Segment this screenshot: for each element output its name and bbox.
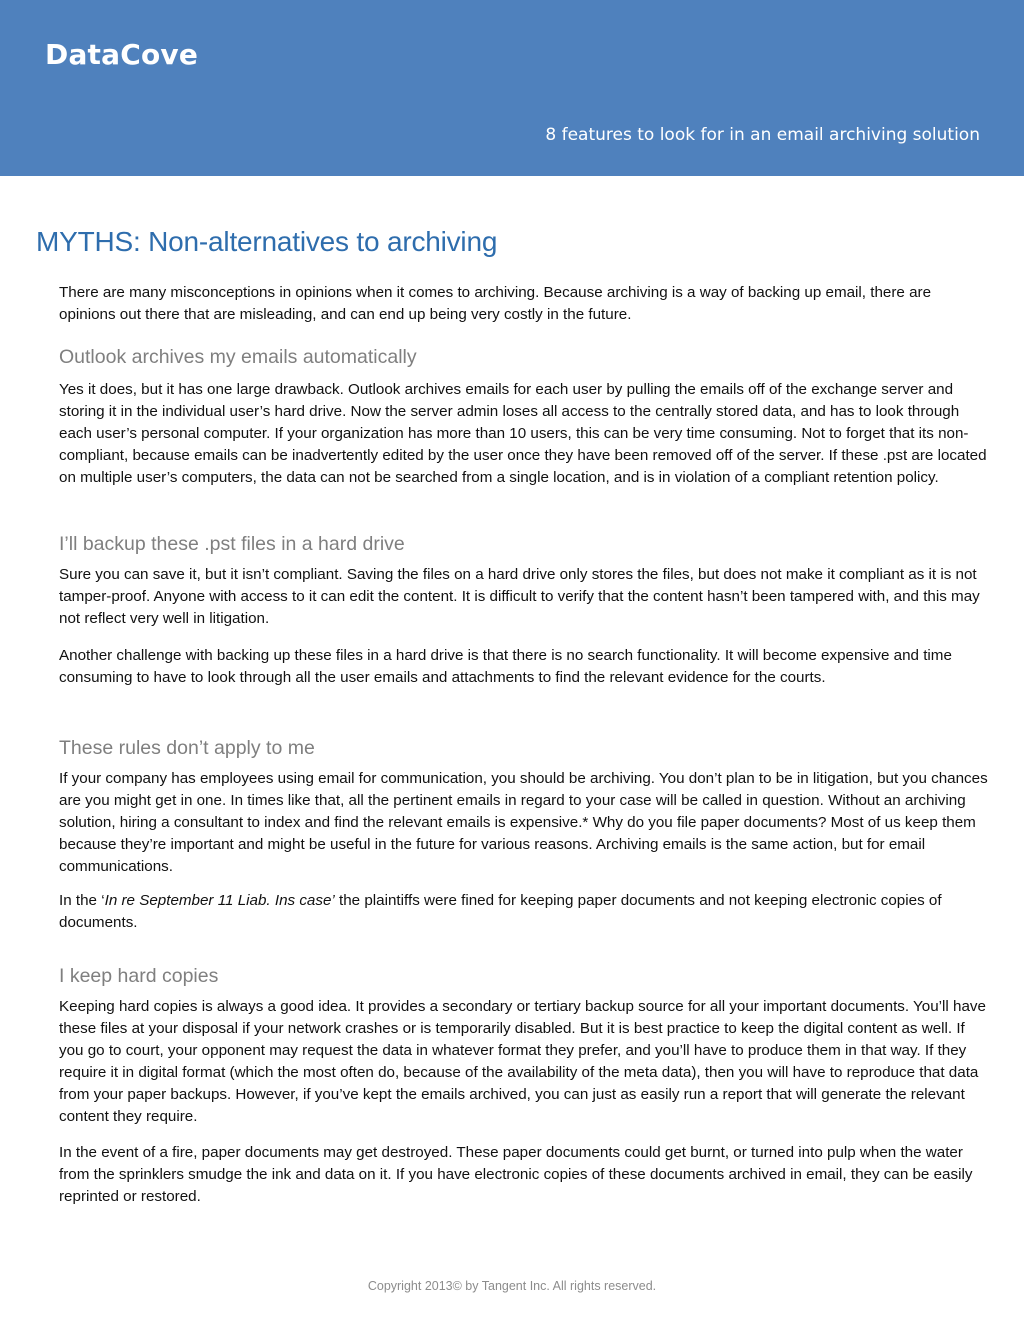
section-paragraph: In the event of a fire, paper documents may get destroyed. These paper documents could get burnt, or turned into pulp when the water from the sprinklers smudge the ink and data on it. If you have electronic copies of these documents archived in email, they can be easily reprinted or restored.	[59, 1144, 973, 1205]
section-heading: Outlook archives my emails automatically	[59, 346, 417, 368]
page-title: MYTHS: Non-alternatives to archiving	[36, 226, 498, 257]
section-paragraph: Sure you can save it, but it isn’t compliant. Saving the files on a hard drive only stores the files, but does not make it compliant as it is not tamper-proof. Anyone with access to it can edit the content. It is difficult to verify that the content hasn’t been tampered with, and this may not reflect very well in litigation.	[59, 566, 980, 627]
section-paragraph: Yes it does, but it has one large drawback. Outlook archives emails for each user by pulling the emails off of the exchange server and storing it in the individual user’s hard drive. Now the server admin loses all access to the centrally stored data, and has to look through each user’s personal computer. If your organization has more than 10 users, this can be very time consuming. Not to forget that its non-compliant, because emails can be inadvertently edited by the user once they have been removed off of the server. If these .pst are located on multiple user’s computers, the data can not be searched from a single location, and is in violation of a compliant retention policy.	[59, 381, 987, 486]
section-heading: These rules don’t apply to me	[59, 737, 315, 759]
section-paragraph: If your company has employees using email for communication, you should be archiving. You don’t plan to be in litigation, but you chances are you might get in one. In times like that, all the pertinent emails in regard to your case will be called in question. Without an archiving solution, hiring a consultant to index and find the relevant emails is expensive.* Why do you file paper documents? Most of us keep them because they’re important and might be useful in the future for various reasons. Archiving emails is the same action, but for email communications.	[59, 770, 988, 875]
intro-paragraph: There are many misconceptions in opinions when it comes to archiving. Because archiving is a way of backing up email, there are opinions out there that are misleading, and can end up being very costly in the future.	[59, 284, 932, 323]
section-paragraph: Keeping hard copies is always a good idea. It provides a secondary or tertiary backup source for all your important documents. You’ll have these files at your disposal if your network crashes or is temporarily disabled. But it is best practice to keep the digital content as well. If you go to court, your opponent may request the data in whatever format they prefer, and you’ll have to produce them in that way. If they require it in digital format (which the most often do, because of the availability of the meta data), then you will have to reproduce that data from your paper backups. However, if you’ve kept the emails archived, you can just as easily run a report that will generate the relevant content they require.	[59, 998, 986, 1125]
section-heading: I keep hard copies	[59, 965, 219, 987]
case-paragraph	[59, 890, 991, 934]
copyright-footer: Copyright 2013© by Tangent Inc. All rights reserved.	[367, 1279, 657, 1293]
case-citation: In re September 11 Liab. Ins case’	[104, 892, 335, 909]
case-prefix: In the ‘	[59, 892, 105, 909]
document-subtitle: 8 features to look for in an email archiving solution	[545, 125, 980, 145]
case-suffix: the plaintiffs were fined for keeping paper documents and not keeping electronic copies of documents.	[59, 892, 942, 931]
section-paragraph: Another challenge with backing up these files in a hard drive is that there is no search functionality. It will become expensive and time consuming to have to look through all the user emails and attachments to find the relevant evidence for the courts.	[59, 647, 952, 686]
brand-name: DataCove	[45, 38, 199, 71]
header-banner	[0, 0, 1024, 176]
section-heading: I’ll backup these .pst files in a hard drive	[59, 533, 405, 555]
